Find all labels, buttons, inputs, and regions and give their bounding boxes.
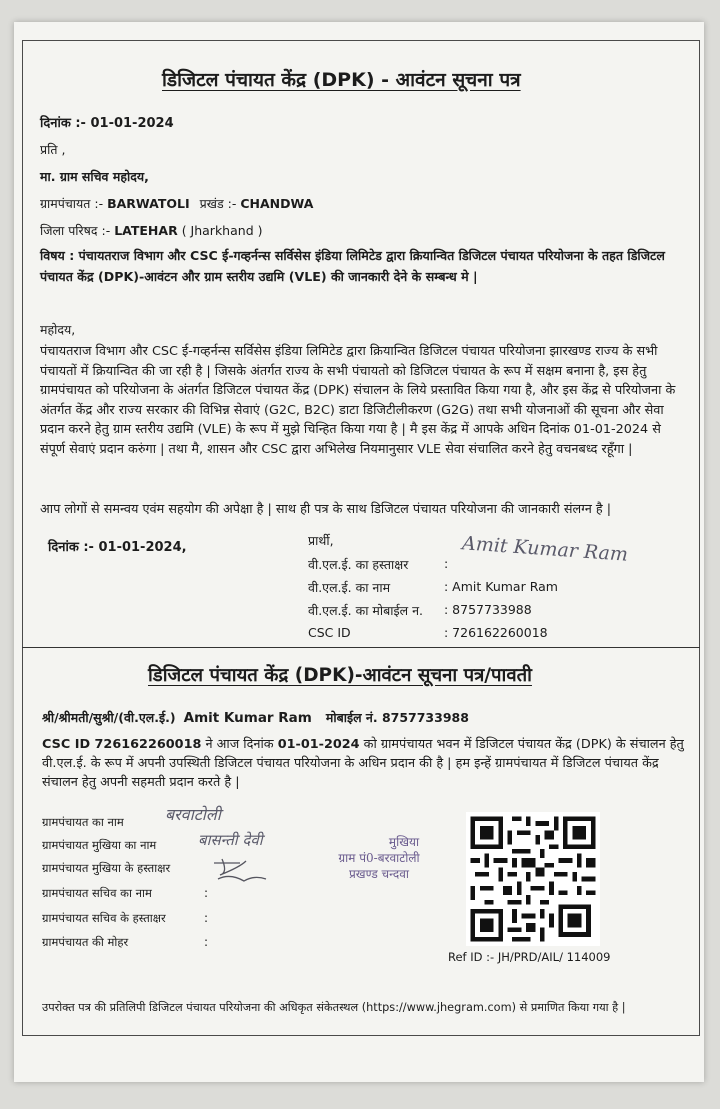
prakhand-value: CHANDWA xyxy=(240,196,314,211)
zila-value: LATEHAR xyxy=(114,223,178,238)
field-label: ग्रामपंचायत मुखिया का नाम xyxy=(42,838,157,852)
zila-label: जिला परिषद :- xyxy=(40,223,111,238)
receipt-text-a: ने आज दिनांक xyxy=(205,737,274,752)
field-label: ग्रामपंचायत की मोहर xyxy=(42,935,129,949)
receipt-title: डिजिटल पंचायत केंद्र (DPK)-आवंटन सूचना पत्र/पावती xyxy=(148,665,532,686)
vle-mobile-label: वी.एल.ई. का मोबाईल न. xyxy=(308,603,424,618)
salutation: महोदय, xyxy=(40,322,76,337)
stamp-line: प्रखण्ड चन्दवा xyxy=(348,867,410,881)
verification-note: उपरोक्त पत्र की प्रतिलिपी डिजिटल पंचायत परियोजना की अधिकृत संकेतस्थल (https://www.jhegram.com) से प्रमाणित किया गया है | xyxy=(42,1001,626,1014)
stamp-line: ग्राम पं0-बरवाटोली xyxy=(338,851,420,865)
receipt-mobile: मोबाईल नं. 8757733988 xyxy=(325,710,469,725)
vle-name-label: वी.एल.ई. का नाम xyxy=(308,580,391,595)
zila-row xyxy=(40,222,262,239)
gram-label: ग्रामपंचायत :- xyxy=(40,196,104,211)
colon: : xyxy=(204,935,209,949)
handwritten-gram-name: बरवाटोली xyxy=(165,805,221,824)
receipt-paragraph xyxy=(42,735,687,792)
state-value: ( Jharkhand ) xyxy=(181,223,263,238)
csc-value: : 726162260018 xyxy=(444,625,548,640)
vle-sign-label: वी.एल.ई. का हस्ताक्षर xyxy=(308,557,409,572)
vle-name-value: : Amit Kumar Ram xyxy=(444,579,558,594)
receipt-name: Amit Kumar Ram xyxy=(183,710,312,726)
qr-code-icon xyxy=(466,812,600,946)
field-label: ग्रामपंचायत का नाम xyxy=(42,815,124,829)
colon: : xyxy=(204,886,209,900)
body-paragraph: पंचायतराज विभाग और CSC ई-गव्हर्नन्स सर्विसेस इंडिया लिमिटेड द्वारा क्रियान्वित डिजिटल पंचायत परियोजना झारखण्ड राज्य के सभी पंचायतों में क्रियान्वित की जा रही है | जिसके अंतर्गत राज्य के सभी पंचायतो को डिजिटल पंचायत के रूप में सक्षम बनाना है, इस हेतु ग्रामपंचायत को परियोजना के अंतर्गत डिजिटल पंचायत केंद्र (DPK) संचालन के लिये प्रस्तावित किया गया है, और इस केंद्र से परियोजना के अंतर्गत केंद्र और राज्य सरकार की विभिन्न सेवाएं (G2C, B2C) डाटा डिजिटीलीकरण (G2G) तथा सभी योजनाओं की सूचना और सेवा प्रदान करने हेतु ग्राम स्तरीय उद्यमि (VLE) के रूप में मुझे चिन्हित किया गया है | मै इस केंद्र में आपके अधिन दिनांक 01-01-2024 से संपूर्ण सेवाएं प्रदान करुंगा | तथा मै, शासन और CSC द्वारा अभिलेख नियमानुसार VLE सेवा संचालित करने हेतु वचनबध्द रहूँगा | xyxy=(40,344,676,457)
colon: : xyxy=(444,556,449,571)
document-title: डिजिटल पंचायत केंद्र (DPK) - आवंटन सूचना पत्र xyxy=(162,69,521,91)
footer-date: दिनांक :- 01-01-2024, xyxy=(48,540,187,555)
colon: : xyxy=(204,911,209,925)
gram-value: BARWATOLI xyxy=(107,196,190,211)
prarthi: प्रार्थी, xyxy=(308,533,334,548)
handwritten-mukhiya-name: बासन्ती देवी xyxy=(198,831,263,849)
receipt-name-row xyxy=(42,709,469,726)
vle-mobile-value: : 8757733988 xyxy=(444,602,532,617)
date-line: दिनांक :- 01-01-2024 xyxy=(40,116,174,131)
closing-paragraph: आप लोगों से समन्वय एवंम सहयोग की अपेक्षा है | साथ ही पत्र के साथ डिजिटल पंचायत परियोजना की जानकारी संलग्न है | xyxy=(40,502,612,517)
receipt-date: 01-01-2024 xyxy=(277,737,360,752)
field-label: ग्रामपंचायत सचिव का नाम xyxy=(42,886,152,900)
csc-label: CSC ID xyxy=(308,625,351,640)
ref-id: Ref ID :- JH/PRD/AIL/ 114009 xyxy=(448,950,611,964)
panchayat-stamp xyxy=(304,834,454,882)
receipt-name-prefix: श्री/श्रीमती/सुश्री/(वी.एल.ई.) xyxy=(42,710,176,725)
gram-panchayat-row xyxy=(40,195,313,212)
stamp-line: मुखिया xyxy=(388,835,420,849)
prakhand-label: प्रखंड :- xyxy=(199,196,237,211)
receipt-text-b: को ग्रामपंचायत भवन में डिजिटल पंचायत केंद्र (DPK) के संचालन हेतु वी.एल.ई. के रूप में अपनी उपस्थिती डिजिटल पंचायत परियोजना के अधिन प्रदान की है | हम इन्हें ग्रामपंचायत में डिजिटल पंचायत केंद्र संचालन हेतु अपनी सहमती प्रदान करते है | xyxy=(42,737,684,790)
mukhiya-signature-icon xyxy=(210,855,280,885)
subject: विषय : पंचायतराज विभाग और CSC ई-गव्हर्नन्स सर्विसेस इंडिया लिमिटेड द्वारा क्रियान्वित डिजिटल पंचायत परियोजना के तहत डिजिटल पंचायत केंद्र (DPK)-आवंटन और ग्राम स्तरीय उद्यमि (VLE) की जानकारी देने के सम्बन्ध मे | xyxy=(40,248,665,284)
addressee: मा. ग्राम सचिव महोदय, xyxy=(40,169,149,184)
vle-signature: Amit Kumar Ram xyxy=(461,532,629,566)
field-label: ग्रामपंचायत मुखिया के हस्ताक्षर xyxy=(42,861,171,875)
section-divider xyxy=(22,647,700,648)
field-label: ग्रामपंचायत सचिव के हस्ताक्षर xyxy=(42,911,166,925)
receipt-csc: CSC ID 726162260018 xyxy=(42,737,202,752)
prati: प्रति , xyxy=(40,142,66,157)
